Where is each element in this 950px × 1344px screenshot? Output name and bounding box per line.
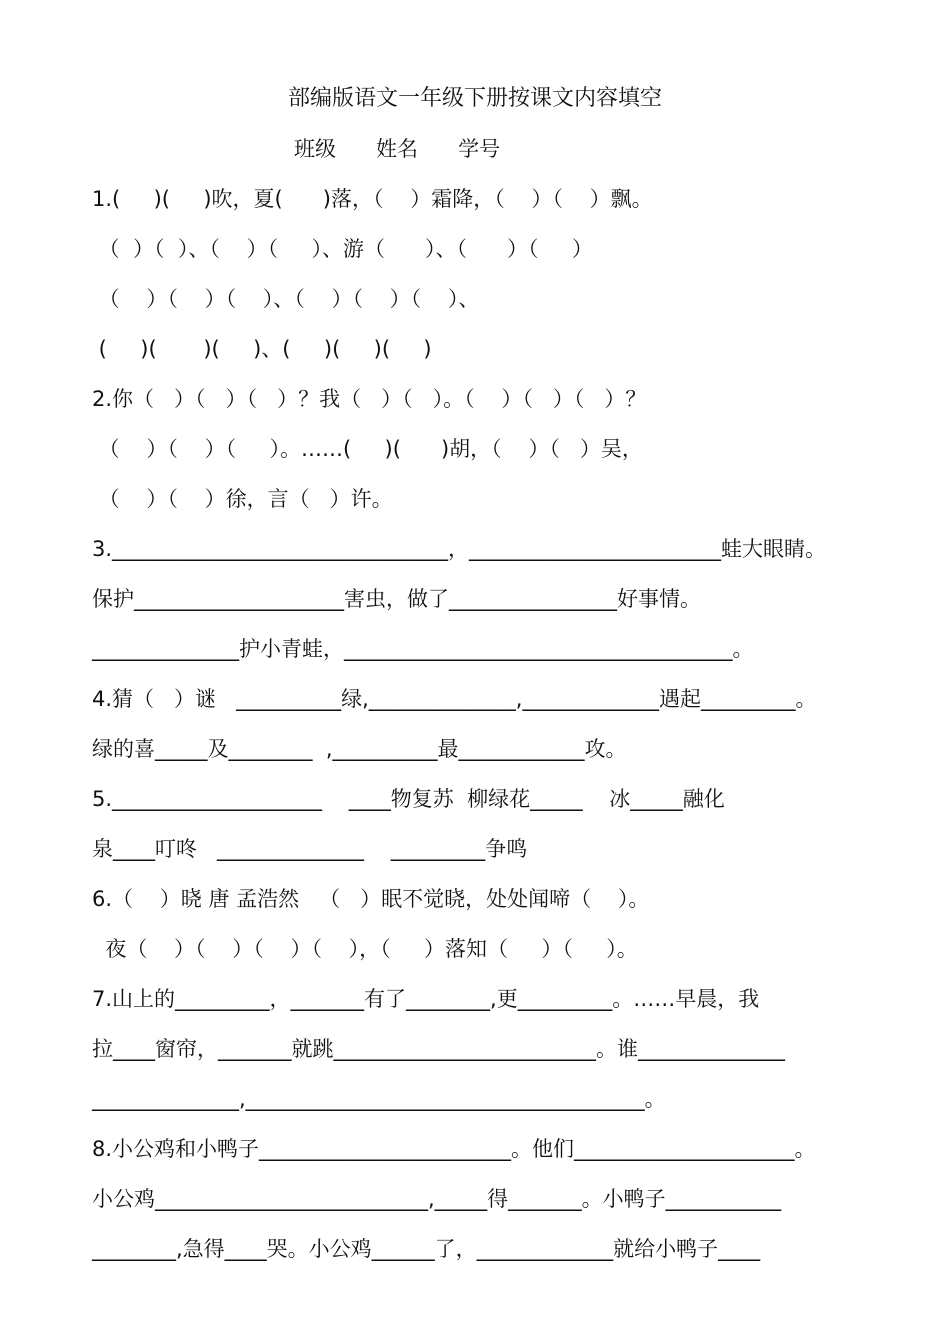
- exercise-line: ______________护小青蛙，_____________________________________。: [92, 637, 754, 661]
- exercise-line: ________,急得____哭。小公鸡______了，_____________就给小鸭子____: [92, 1237, 761, 1261]
- exercise-line: 1.( )( )吹，夏( )落，（ ）霜降，（ ）（ ）飘。: [92, 187, 653, 211]
- exercise-line: （ ）（ ）（ ）。……( )( )胡，（ ）（ ）吴，: [92, 437, 643, 461]
- worksheet-title: 部编版语文一年级下册按课文内容填空: [287, 86, 662, 111]
- exercise-line: 4.猜（ ）谜 __________绿,______________,_____________遇起_________。: [92, 687, 817, 711]
- exercise-line: （ ）（ ）徐，言（ ）许。: [92, 487, 393, 511]
- exercise-line: 3.________________________________，________________________蛙大眼睛。: [92, 537, 827, 561]
- exercise-line: 2.你（ ）（ ）（ ）？我（ ）（ ）。（ ）（ ）（ ）？: [92, 387, 647, 411]
- exercise-line: ______________,______________________________________。: [92, 1087, 666, 1111]
- exercise-line: 7.山上的_________，_______有了________,更_________。……早晨，我: [92, 987, 760, 1011]
- exercise-line: 6.（ ）晓 唐 孟浩然 （ ）眠不觉晓，处处闻啼（ ）。: [92, 887, 650, 911]
- exercise-line: ( )( )( )、( )( )( ): [92, 337, 432, 361]
- exercise-line: 夜（ ）（ ）（ ）（ ），（ ）落知（ ）（ ）。: [92, 937, 638, 961]
- exercise-line: 拉____窗帘，_______就跳_________________________。谁______________: [92, 1037, 785, 1061]
- exercise-line: （ ）（ ）、（ ）（ ）、游（ ）、（ ）（ ）: [92, 237, 593, 261]
- exercise-line: 保护____________________害虫，做了________________好事情。: [92, 587, 701, 611]
- exercise-line: 绿的喜_____及________ ,__________最____________攻。: [92, 737, 627, 761]
- exercise-line: （ ）（ ）（ ）、（ ）（ ）（ ）、: [92, 287, 480, 311]
- exercise-line: 泉____叮咚 ______________ _________争鸣: [92, 837, 528, 861]
- exercise-line: 5.____________________ ____物复苏 柳绿花_____ 冰_____融化: [92, 787, 725, 811]
- student-info-line: 班级 姓名 学号: [294, 137, 501, 161]
- exercise-line: 小公鸡__________________________,_____得_______。小鸭子___________: [92, 1187, 782, 1211]
- exercise-line: 8.小公鸡和小鸭子________________________。他们_____________________。: [92, 1137, 816, 1161]
